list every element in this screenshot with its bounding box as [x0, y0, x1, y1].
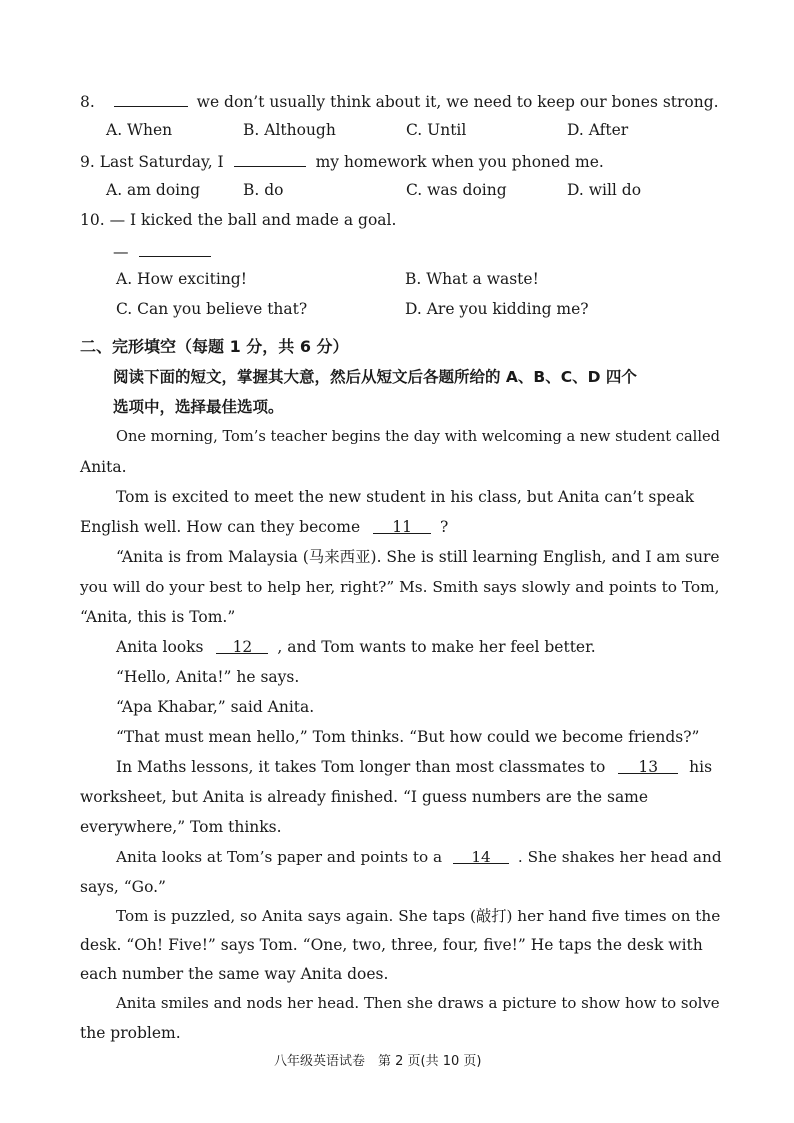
cloze-blank-14: 14 — [453, 847, 509, 864]
passage-text: . She shakes her head and — [517, 848, 722, 866]
option-b: B. do — [243, 181, 284, 199]
passage-line: “Anita is from Malaysia (马来西亚). She is still learning English, and I am sure — [116, 548, 720, 566]
option-c: C. was doing — [406, 181, 507, 199]
cloze-blank-11: 11 — [373, 517, 431, 534]
passage-line: desk. “Oh! Five!” says Tom. “One, two, three, four, five!” He taps the desk with — [80, 936, 703, 954]
answer-blank — [234, 150, 306, 167]
passage-line: Anita smiles and nods her head. Then she draws a picture to show how to solve — [116, 994, 720, 1012]
reply-dash: — — [113, 243, 129, 261]
passage-line — [116, 757, 712, 777]
answer-blank — [114, 90, 188, 107]
option-d: D. will do — [567, 181, 642, 199]
option-c: C. Can you believe that? — [116, 300, 308, 318]
section-title: 二、完形填空（每题 1 分，共 6 分） — [80, 337, 349, 356]
reply-line — [113, 240, 211, 262]
passage-text: ? — [440, 518, 449, 536]
question-text: we don’t usually think about it, we need to keep our bones strong. — [196, 93, 719, 111]
passage-line: the problem. — [80, 1024, 181, 1042]
passage-line — [80, 517, 448, 537]
passage-line: worksheet, but Anita is already finished. “I guess numbers are the same — [80, 788, 649, 806]
passage-line: says, “Go.” — [80, 878, 166, 896]
option-a: A. am doing — [106, 181, 201, 199]
question-8-stem — [80, 90, 719, 112]
question-number: 8. — [80, 93, 95, 111]
option-c: C. Until — [406, 121, 467, 139]
passage-line: “That must mean hello,” Tom thinks. “But how could we become friends?” — [116, 728, 700, 746]
page-footer: 八年级英语试卷 第 2 页(共 10 页) — [274, 1054, 482, 1069]
passage-line: “Apa Khabar,” said Anita. — [116, 698, 315, 716]
passage-line: you will do your best to help her, right?” Ms. Smith says slowly and points to Tom, — [80, 578, 720, 596]
option-b: B. Although — [243, 121, 336, 139]
option-a: A. When — [106, 121, 173, 139]
passage-text: Anita looks — [116, 638, 204, 656]
passage-line: Anita. — [80, 458, 127, 476]
option-b: B. What a waste! — [405, 270, 539, 288]
passage-line: “Anita, this is Tom.” — [80, 608, 236, 626]
passage-line — [116, 847, 722, 867]
passage-text: Anita looks at Tom’s paper and points to a — [116, 848, 443, 866]
answer-blank — [139, 240, 211, 257]
passage-line: Tom is puzzled, so Anita says again. She taps (敲打) her hand five times on the — [116, 907, 721, 925]
passage-line: One morning, Tom’s teacher begins the day with welcoming a new student called — [116, 428, 720, 445]
passage-text: English well. How can they become — [80, 518, 361, 536]
passage-line: each number the same way Anita does. — [80, 965, 389, 983]
passage-line: everywhere,” Tom thinks. — [80, 818, 282, 836]
passage-text: his — [689, 758, 713, 776]
option-a: A. How exciting! — [116, 270, 247, 288]
cloze-blank-12: 12 — [216, 637, 268, 654]
question-9-stem — [80, 150, 604, 172]
passage-line: “Hello, Anita!” he says. — [116, 668, 300, 686]
passage-line: Tom is excited to meet the new student in his class, but Anita can’t speak — [116, 488, 695, 506]
cloze-blank-13: 13 — [618, 757, 678, 774]
question-10-stem: 10. — I kicked the ball and made a goal. — [80, 211, 397, 229]
section-instruction: 选项中，选择最佳选项。 — [113, 398, 284, 416]
passage-line — [116, 637, 596, 657]
section-instruction: 阅读下面的短文，掌握其大意，然后从短文后各题所给的 A、B、C、D 四个 — [113, 368, 637, 386]
question-text: 9. Last Saturday, I — [80, 153, 224, 171]
option-d: D. Are you kidding me? — [405, 300, 589, 318]
option-d: D. After — [567, 121, 629, 139]
passage-text: In Maths lessons, it takes Tom longer than most classmates to — [116, 758, 606, 776]
passage-text: , and Tom wants to make her feel better. — [277, 638, 596, 656]
question-text: my homework when you phoned me. — [315, 153, 604, 171]
